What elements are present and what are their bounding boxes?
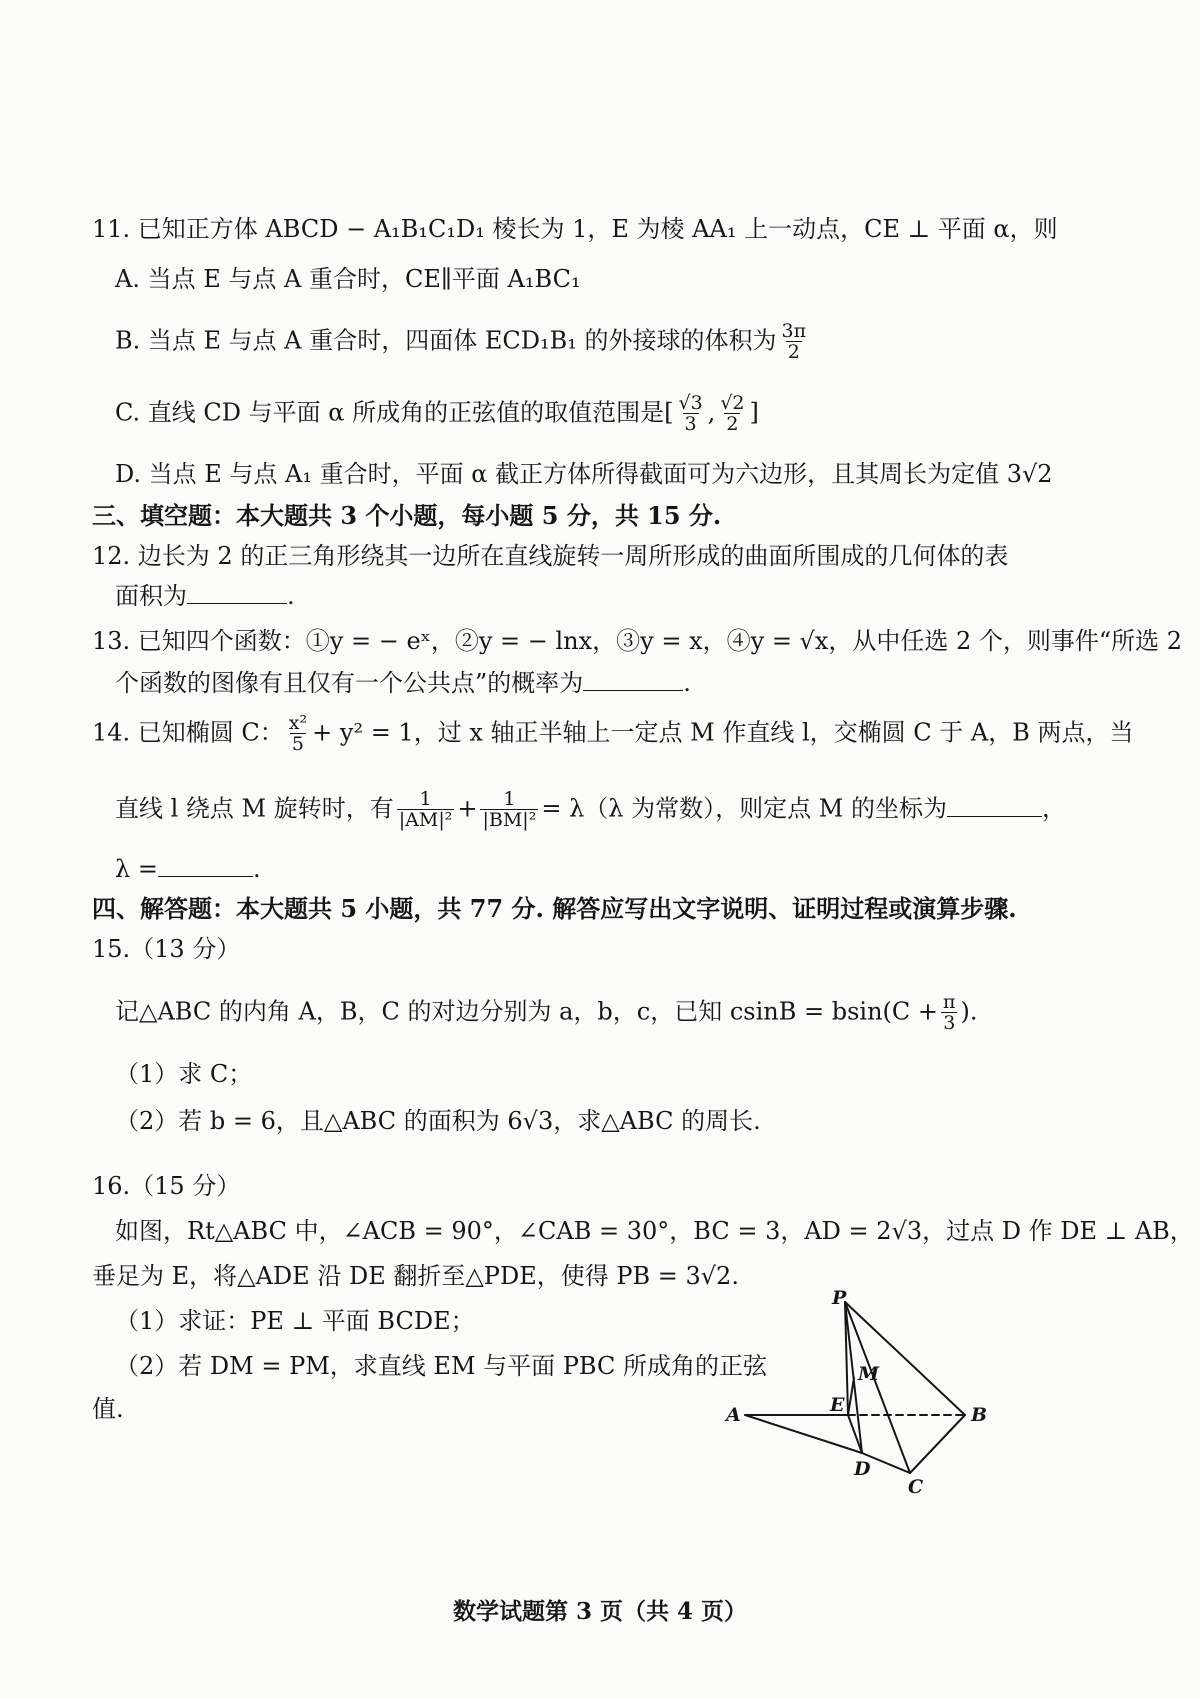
label-d: D [854,1458,871,1480]
geometry-figure [700,1290,1000,1510]
q16-part-1: （1）求证：PE ⊥ 平面 BCDE； [115,1307,475,1335]
q14-line-1-text: 14. 已知椭圆 C： [92,718,284,747]
section-4-heading: 四、解答题：本大题共 5 小题，共 77 分. 解答应写出文字说明、证明过程或演算步骤. [92,894,1017,923]
q16-heading: 16.（15 分） [92,1172,241,1200]
q11-option-c-text: C. 直线 CD 与平面 α 所成角的正弦值的取值范围是[ [115,398,674,427]
q14-line-3: λ = . [115,855,261,883]
label-e: E [830,1394,845,1416]
q13-line-1: 13. 已知四个函数：①y = − eˣ，②y = − lnx，③y = x，④y = √x，从中任选 2 个，则事件“所选 2 [92,627,1183,655]
label-b: B [971,1404,988,1426]
q14-line-2-text: 直线 l 绕点 M 旋转时，有 [115,794,394,823]
q12-line-2-text: 面积为 [115,582,187,610]
q16-line-1: 如图，Rt△ABC 中，∠ACB = 90°，∠CAB = 30°，BC = 3，AD = 2√3，过点 D 作 DE ⊥ AB， [115,1217,1194,1245]
q14-line-1 [92,714,1133,754]
q11-option-d: D. 当点 E 与点 A₁ 重合时，平面 α 截正方体所得截面可为六边形，且其周长为定值 3√2 [115,460,1053,488]
q16-part-2: （2）若 DM = PM，求直线 EM 与平面 PBC 所成角的正弦 [115,1352,768,1380]
q14-answer-blank-1[interactable] [947,796,1042,817]
q12-line-2: 面积为 . [115,582,295,610]
q11-option-c-fraction-2: $\frac{√2}{2}$ [720,392,745,435]
q15-heading: 15.（13 分） [92,935,241,963]
q12-answer-blank[interactable] [187,583,287,604]
q15-body-text: 记△ABC 的内角 A，B，C 的对边分别为 a，b，c，已知 csinB = bsin(C + [115,997,938,1026]
q13-line-2-text: 个函数的图像有且仅有一个公共点”的概率为 [115,669,584,697]
q16-part-2-cont: 值. [92,1395,124,1423]
q11-option-a: A. 当点 E 与点 A 重合时，CE∥平面 A₁BC₁ [115,265,581,293]
section-3-heading: 三、填空题：本大题共 3 个小题，每小题 5 分，共 15 分. [92,501,722,530]
label-a: A [726,1404,741,1426]
edge-pb [845,1302,965,1415]
q15-body: 记△ABC 的内角 A，B，C 的对边分别为 a，b，c，已知 csinB = bsin(C + $\frac{\pi}{3}$ ). [115,991,978,1034]
q15-part-2: （2）若 b = 6，且△ABC 的面积为 6√3，求△ABC 的周长. [115,1107,761,1135]
q15-pi-fraction: $\frac{\pi}{3}$ [943,991,956,1034]
q14-line-2-rest: = λ（λ 为常数），则定点 M 的坐标为 [541,794,947,823]
q14-lambda-label: λ = [115,855,158,883]
label-m: M [858,1363,880,1385]
edge-em [848,1378,854,1415]
q14-answer-blank-2[interactable] [158,856,253,877]
q11-option-b-text: B. 当点 E 与点 A 重合时，四面体 ECD₁B₁ 的外接球的体积为 [115,326,777,355]
q11-option-c: C. 直线 CD 与平面 α 所成角的正弦值的取值范围是[ $\frac{√3}{3}$ , $\frac{√2}{2}$ ] [115,392,759,435]
q13-answer-blank[interactable] [583,670,683,691]
edge-ad [745,1415,862,1453]
q11-option-b-fraction: $\frac{3\pi}{2}$ [781,320,807,363]
label-c: C [908,1476,924,1498]
q14-ellipse-fraction: $\frac{\text{x²}}{5}$ [288,712,308,755]
q11-stem: 11. 已知正方体 ABCD − A₁B₁C₁D₁ 棱长为 1，E 为棱 AA₁ 上一动点，CE ⊥ 平面 α，则 [92,215,1058,243]
q15-part-1: （1）求 C； [115,1060,253,1088]
q11-option-c-fraction-1: $\frac{√3}{3}$ [678,392,703,435]
q14-fraction-bm: $\frac{1}{\text{|BM|²}}$ [482,788,537,831]
q16-line-2: 垂足为 E，将△ADE 沿 DE 翻折至△PDE，使得 PB = 3√2. [92,1262,739,1290]
q14-line-1-rest: + y² = 1，过 x 轴正半轴上一定点 M 作直线 l，交椭圆 C 于 A，B 两点，当 [312,718,1134,747]
q14-line-2: 直线 l 绕点 M 旋转时，有 $\frac{1}{\text{|AM|²}}$ + $\frac{1}{\text{|BM|²}}$ = λ（λ 为常数），则定点 M 的坐标为 ， [115,788,1066,831]
q11-option-b [115,322,811,362]
q14-fraction-am: $\frac{1}{\text{|AM|²}}$ [398,788,453,831]
page-footer: 数学试题第 3 页（共 4 页） [452,1598,748,1625]
label-p: P [832,1290,847,1309]
q12-line-1: 12. 边长为 2 的正三角形绕其一边所在直线旋转一周所形成的曲面所围成的几何体的表 [92,542,1009,570]
q13-line-2: 个函数的图像有且仅有一个公共点”的概率为 . [115,669,691,697]
edge-cb [910,1415,965,1473]
